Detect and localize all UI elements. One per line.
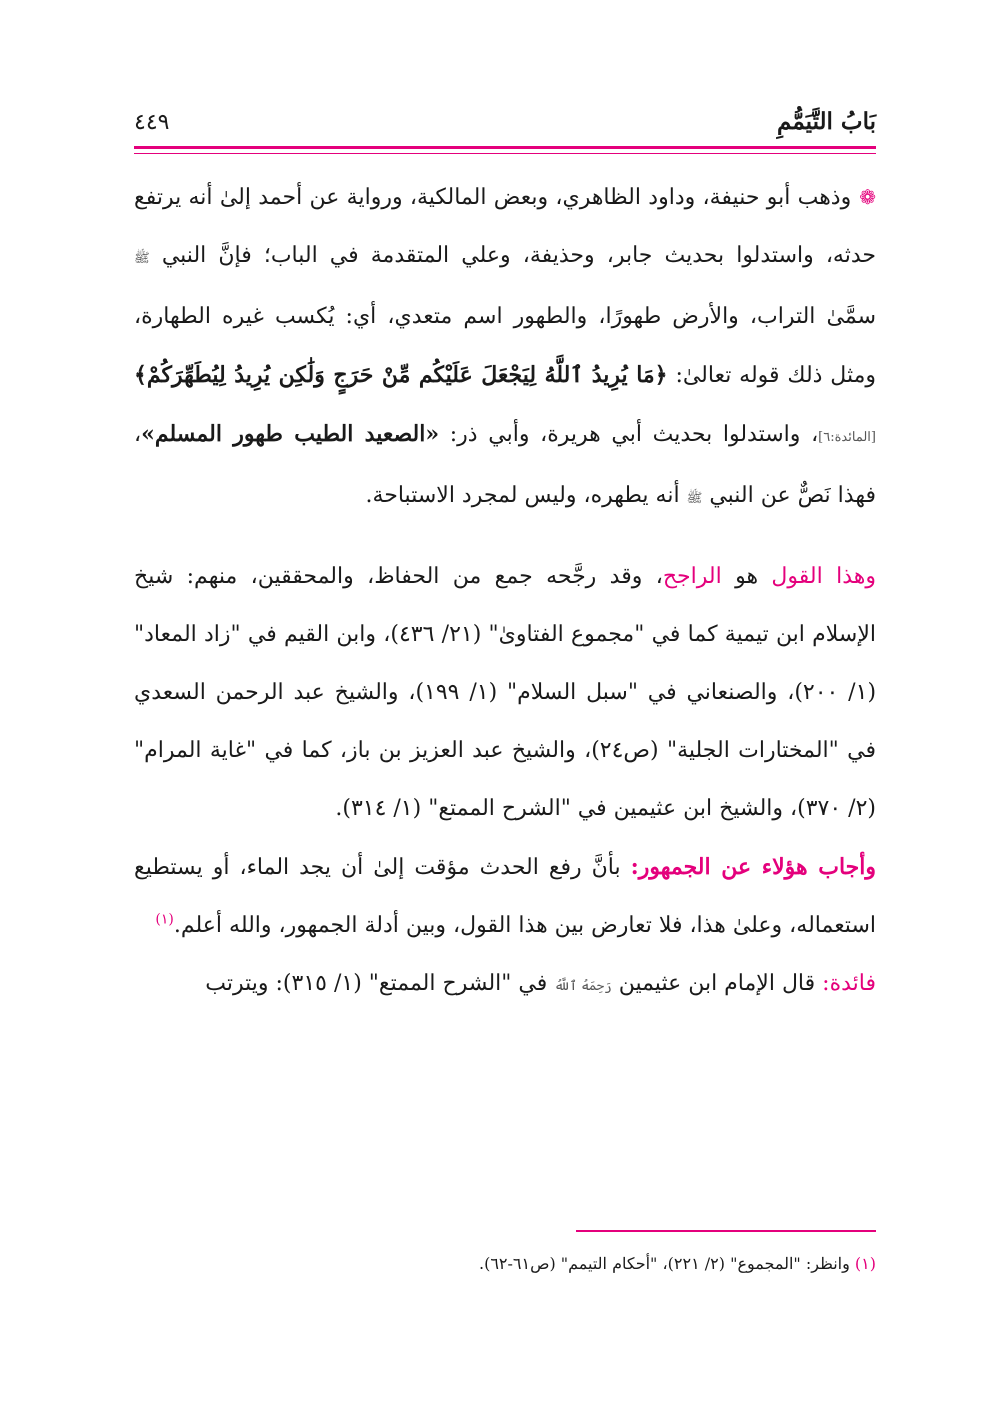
rahimahullah-icon: رَحِمَهُ ٱللَّهُ (554, 979, 612, 994)
p1-text-4: ، فهذا نَصٌّ عن النبي (134, 422, 876, 508)
quran-verse: ﴿مَا يُرِيدُ ٱللَّهُ لِيَجْعَلَ عَلَيْكُم مِّنْ حَرَجٍ وَلَٰكِن يُرِيدُ لِيُطَهِّرَكُمْ﴾ (134, 362, 668, 388)
p4-text-1: قال الإمام ابن عثيمين (618, 971, 816, 996)
p3-text: بأنَّ رفع الحدث مؤقت إلىٰ أن يجد الماء، أو يستطيع استعماله، وعلىٰ هذا، فلا تعارض بين هذا القول، وبين أدلة الجمهور، والله أعلم. (134, 855, 876, 938)
paragraph-3 (134, 838, 876, 955)
footnote-number: (١) (854, 1254, 876, 1273)
footnote-marker[interactable]: (١) (155, 911, 174, 928)
p1-text-2: سمَّىٰ التراب، والأرض طهورًا، والطهور اسم متعدي، أي: يُكسب غيره الطهارة، ومثل ذلك قوله تعالىٰ: (134, 304, 877, 388)
honorific-icon-2: ﷺ (686, 491, 703, 506)
hadith-quote: «الصعيد الطيب طهور المسلم» (141, 421, 440, 447)
p2-mid: هو (735, 564, 759, 589)
quran-reference: [المائدة:٦] (818, 430, 876, 445)
header-rule-thin (134, 153, 876, 154)
p3-lead: وأجاب هؤلاء عن الجمهور: (630, 854, 876, 880)
p2-lead: وهذا القول (771, 564, 876, 589)
flower-bullet-icon: ❁ (859, 185, 876, 209)
p1-text-3: ، واستدلوا بحديث أبي هريرة، وأبي ذر: (449, 422, 819, 447)
chapter-title: بَابُ التَّيَمُّمِ (777, 108, 876, 135)
p2-text: ، وقد رجَّحه جمع من الحفاظ، والمحققين، منهم: شيخ الإسلام ابن تيمية كما في "مجموع الفتاوىٰ" (٢١/ ٤٣٦)، وابن القيم في "زاد المعاد" (١/ ٢٠٠)، والصنعاني في "سبل السلام" (١/ ١٩٩)، والشيخ عبد الرحمن السعدي في "المختارات الجلية" (ص٢٤)، والشيخ عبد العزيز بن باز، كما في "غاية المرام" (٢/ ٣٧٠)، والشيخ ابن عثيمين في "الشرح الممتع" (١/ ٣١٤). (134, 564, 877, 821)
footnote-rule (576, 1230, 876, 1232)
page-number: ٤٤٩ (134, 110, 170, 135)
p2-rajih: الراجح (662, 564, 722, 589)
p1-text-5: أنه يطهره، وليس لمجرد الاستباحة. (365, 483, 680, 508)
page-header (134, 108, 876, 148)
p4-lead: فائدة: (822, 971, 876, 996)
paragraph-1 (134, 168, 876, 528)
paragraph-4 (134, 955, 876, 1016)
p1-text-1: وذهب أبو حنيفة، وداود الظاهري، وبعض المالكية، ورواية عن أحمد إلىٰ أنه يرتفع حدثه، واستدلوا بحديث جابر، وحذيفة، وعلي المتقدمة في الباب؛ فإنَّ النبي (134, 185, 877, 268)
honorific-icon: ﷺ (134, 251, 150, 266)
p4-text-2: في "الشرح الممتع" (١/ ٣١٥): ويترتب (205, 971, 548, 996)
main-text (134, 168, 876, 1016)
footnote (134, 1250, 876, 1278)
paragraph-2 (134, 548, 876, 838)
header-rule-thick (134, 146, 876, 149)
footnote-text: وانظر: "المجموع" (٢/ ٢٢١)، "أحكام التيمم" (ص٦١-٦٢). (478, 1254, 850, 1273)
